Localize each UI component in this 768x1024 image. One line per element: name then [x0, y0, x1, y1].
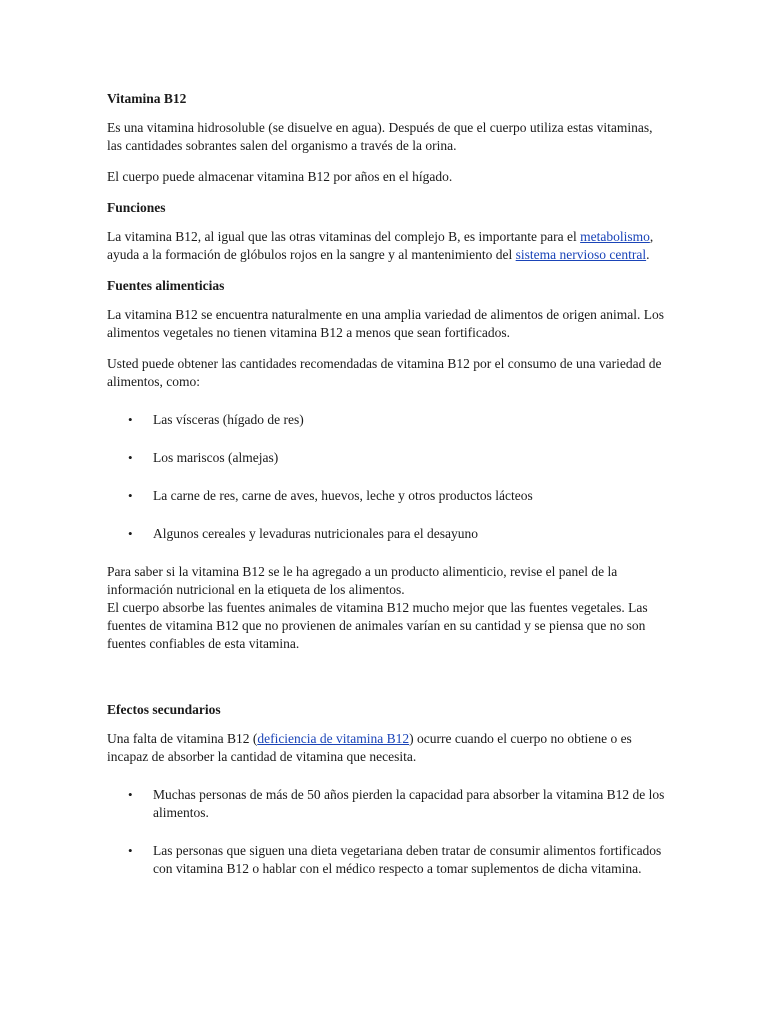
document-body — [107, 90, 667, 898]
bullet-icon: • — [128, 843, 133, 858]
bullet-icon: • — [128, 526, 133, 541]
list-item-text: Las vísceras (hígado de res) — [153, 412, 304, 427]
list-item-text: Las personas que siguen una dieta vegetariana deben tratar de consumir alimentos fortificados con vitamina B12 o hablar con el médico respecto a tomar suplementos de dicha vitamina. — [153, 843, 662, 876]
bullet-icon: • — [128, 450, 133, 465]
bullet-icon: • — [128, 488, 133, 503]
efectos-text-1: Una falta de vitamina B12 ( — [107, 731, 258, 746]
metabolismo-link[interactable]: metabolismo — [580, 229, 650, 244]
bullet-icon: • — [128, 412, 133, 427]
list-item — [107, 411, 667, 429]
list-item — [107, 842, 667, 878]
list-item-text: Algunos cereales y levaduras nutricionales para el desayuno — [153, 526, 479, 541]
list-item — [107, 786, 667, 822]
list-item — [107, 487, 667, 505]
heading-efectos: Efectos secundarios — [107, 702, 221, 717]
funciones-text-3: . — [646, 247, 650, 262]
deficiencia-link[interactable]: deficiencia de vitamina B12 — [257, 731, 410, 746]
page-title: Vitamina B12 — [107, 91, 187, 106]
list-item — [107, 525, 667, 543]
intro-paragraph-1: Es una vitamina hidrosoluble (se disuelve en agua). Después de que el cuerpo utiliza estas vitaminas, las cantidades sobrantes salen del organismo a través de la orina. — [107, 120, 653, 153]
side-effects-list — [107, 786, 667, 878]
efectos-text-2: ) ocurre cuando el cuerpo no obtiene o es incapaz de absorber la cantidad de vitamina que necesita. — [107, 731, 632, 764]
heading-fuentes: Fuentes alimenticias — [107, 278, 225, 293]
fuentes-paragraph-1: La vitamina B12 se encuentra naturalmente en una amplia variedad de alimentos de origen animal. Los alimentos vegetales no tienen vitamina B12 a menos que sean fortificados. — [107, 307, 665, 340]
sistema-nervioso-link[interactable]: sistema nervioso central — [515, 247, 647, 262]
bullet-icon: • — [128, 787, 133, 802]
list-item-text: Los mariscos (almejas) — [153, 450, 279, 465]
fuentes-paragraph-2: Usted puede obtener las cantidades recomendadas de vitamina B12 por el consumo de una variedad de alimentos, como: — [107, 356, 662, 389]
list-item-text: Muchas personas de más de 50 años pierden la capacidad para absorber la vitamina B12 de los alimentos. — [153, 787, 665, 820]
fuentes-paragraph-3: Para saber si la vitamina B12 se le ha agregado a un producto alimenticio, revise el panel de la información nutricional en la etiqueta de los alimentos. — [107, 564, 618, 597]
fuentes-paragraph-4: El cuerpo absorbe las fuentes animales de vitamina B12 mucho mejor que las fuentes vegetales. Las fuentes de vitamina B12 que no provienen de animales varían en su cantidad y se piensa que no son fuentes confiables de esta vitamina. — [107, 600, 648, 651]
funciones-text-1: La vitamina B12, al igual que las otras vitaminas del complejo B, es importante para el — [107, 229, 581, 244]
funciones-paragraph — [107, 228, 667, 264]
efectos-paragraph — [107, 730, 667, 766]
funciones-text-2: , ayuda a la formación de glóbulos rojos en la sangre y al mantenimiento del — [107, 229, 654, 262]
intro-paragraph-2: El cuerpo puede almacenar vitamina B12 por años en el hígado. — [107, 169, 453, 184]
food-sources-list — [107, 411, 667, 543]
list-item — [107, 449, 667, 467]
heading-funciones: Funciones — [107, 200, 166, 215]
list-item-text: La carne de res, carne de aves, huevos, leche y otros productos lácteos — [153, 488, 533, 503]
